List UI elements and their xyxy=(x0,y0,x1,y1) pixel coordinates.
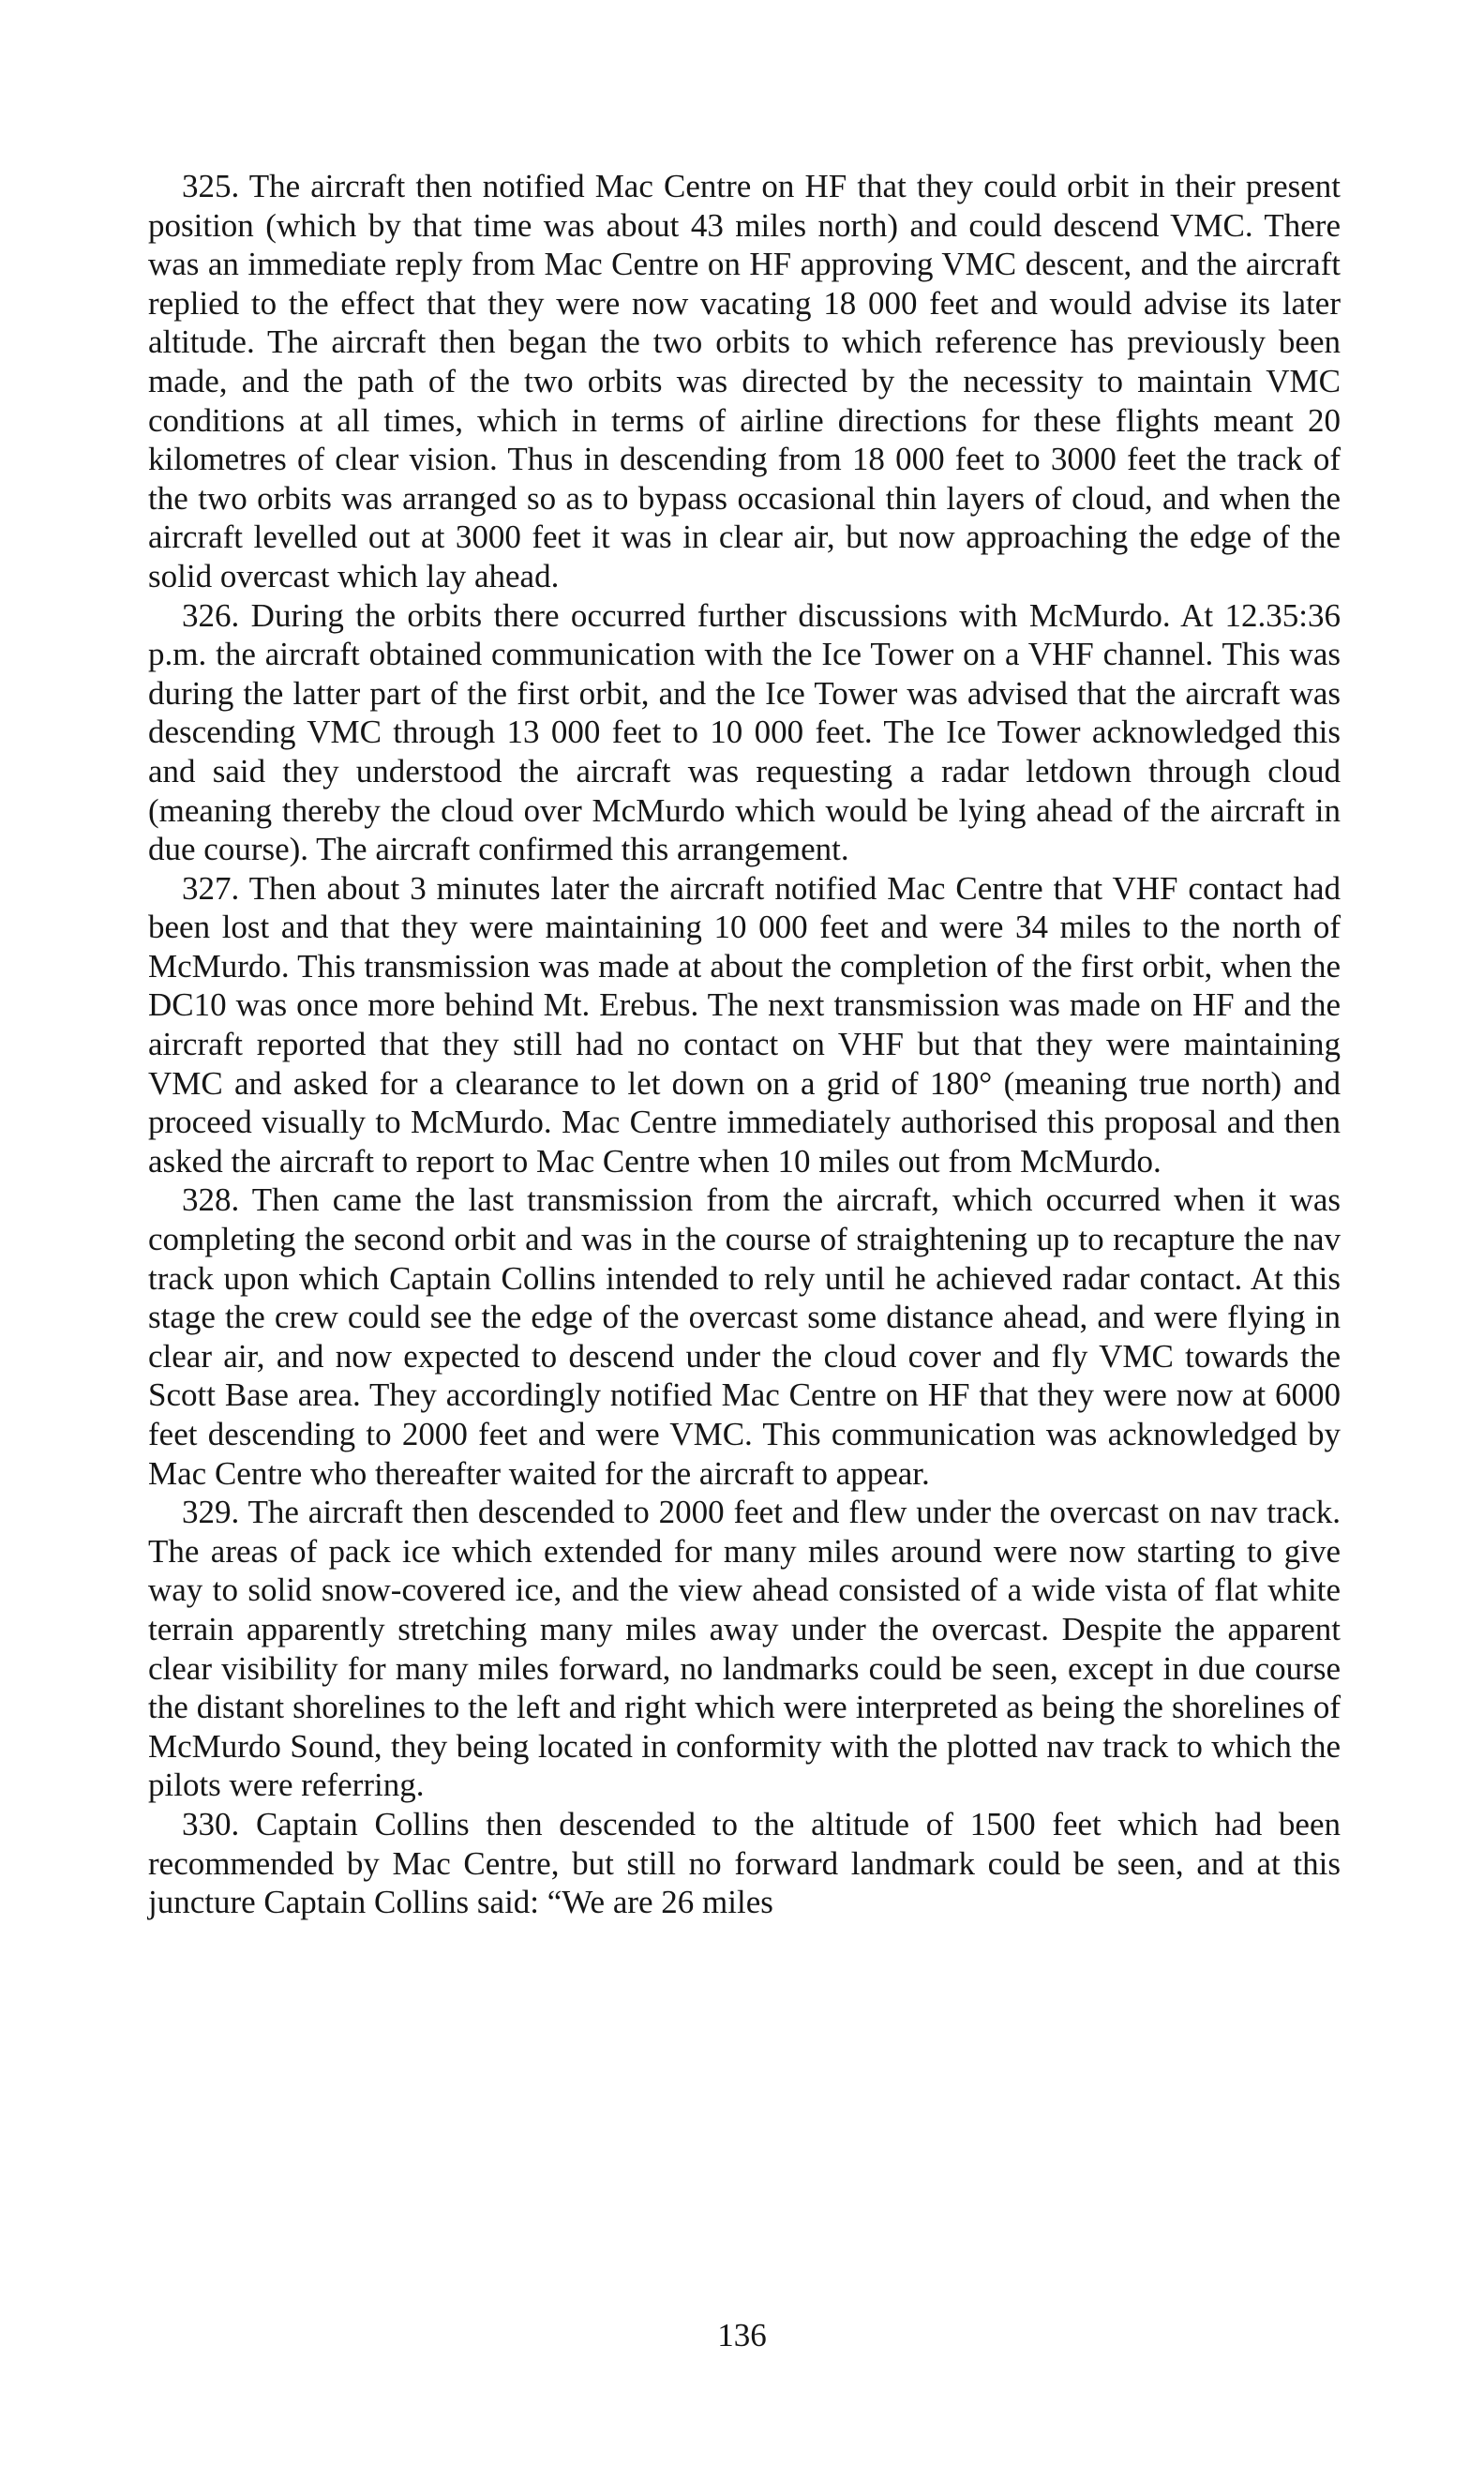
paragraph-326: 326. During the orbits there occurred further discussions with McMurdo. At 12.35:36 p.m. the aircraft obtained communication with the Ice Tower on a VHF channel. This was during the latter part of the first orbit, and the Ice Tower was advised that the aircraft was descending VMC through 13 000 feet to 10 000 feet. The Ice Tower acknowledged this and said they understood the aircraft was requesting a radar letdown through cloud (meaning thereby the cloud over McMurdo which would be lying ahead of the aircraft in due course). The aircraft confirmed this arrangement. xyxy=(148,596,1341,868)
body-text xyxy=(148,167,1341,1922)
paragraph-330: 330. Captain Collins then descended to the altitude of 1500 feet which had been recommended by Mac Centre, but still no forward landmark could be seen, and at this juncture Captain Collins said: “We are 26 miles xyxy=(148,1805,1341,1921)
paragraph-328: 328. Then came the last transmission from the aircraft, which occurred when it was completing the second orbit and was in the course of straightening up to recapture the nav track upon which Captain Collins intended to rely until he achieved radar contact. At this stage the crew could see the edge of the overcast some distance ahead, and were flying in clear air, and now expected to descend under the cloud cover and fly VMC towards the Scott Base area. They accordingly notified Mac Centre on HF that they were now at 6000 feet descending to 2000 feet and were VMC. This communication was acknowledged by Mac Centre who thereafter waited for the aircraft to appear. xyxy=(148,1181,1341,1492)
paragraph-329: 329. The aircraft then descended to 2000 feet and flew under the overcast on nav track. The areas of pack ice which extended for many miles around were now starting to give way to solid snow-covered ice, and the view ahead consisted of a wide vista of flat white terrain apparently stretching many miles away under the overcast. Despite the apparent clear visibility for many miles forward, no landmarks could be seen, except in due course the distant shorelines to the left and right which were interpreted as being the shorelines of McMurdo Sound, they being located in conformity with the plotted nav track to which the pilots were referring. xyxy=(148,1494,1341,1804)
paragraph-325: 325. The aircraft then notified Mac Centre on HF that they could orbit in their present position (which by that time was about 43 miles north) and could descend VMC. There was an immediate reply from Mac Centre on HF approving VMC descent, and the aircraft replied to the effect that they were now vacating 18 000 feet and would advise its later altitude. The aircraft then began the two orbits to which reference has previously been made, and the path of the two orbits was directed by the necessity to maintain VMC conditions at all times, which in terms of airline directions for these flights meant 20 kilometres of clear vision. Thus in descending from 18 000 feet to 3000 feet the track of the two orbits was arranged so as to bypass occasional thin layers of cloud, and when the aircraft levelled out at 3000 feet it was in clear air, but now approaching the edge of the solid overcast which lay ahead. xyxy=(148,168,1341,594)
page-number: 136 xyxy=(717,2317,767,2353)
paragraph-327: 327. Then about 3 minutes later the aircraft notified Mac Centre that VHF contact had been lost and that they were maintaining 10 000 feet and were 34 miles to the north of McMurdo. This transmission was made at about the completion of the first orbit, when the DC10 was once more behind Mt. Erebus. The next transmission was made on HF and the aircraft reported that they still had no contact on VHF but that they were maintaining VMC and asked for a clearance to let down on a grid of 180° (meaning true north) and proceed visually to McMurdo. Mac Centre immediately authorised this proposal and then asked the aircraft to report to Mac Centre when 10 miles out from McMurdo. xyxy=(148,869,1341,1180)
